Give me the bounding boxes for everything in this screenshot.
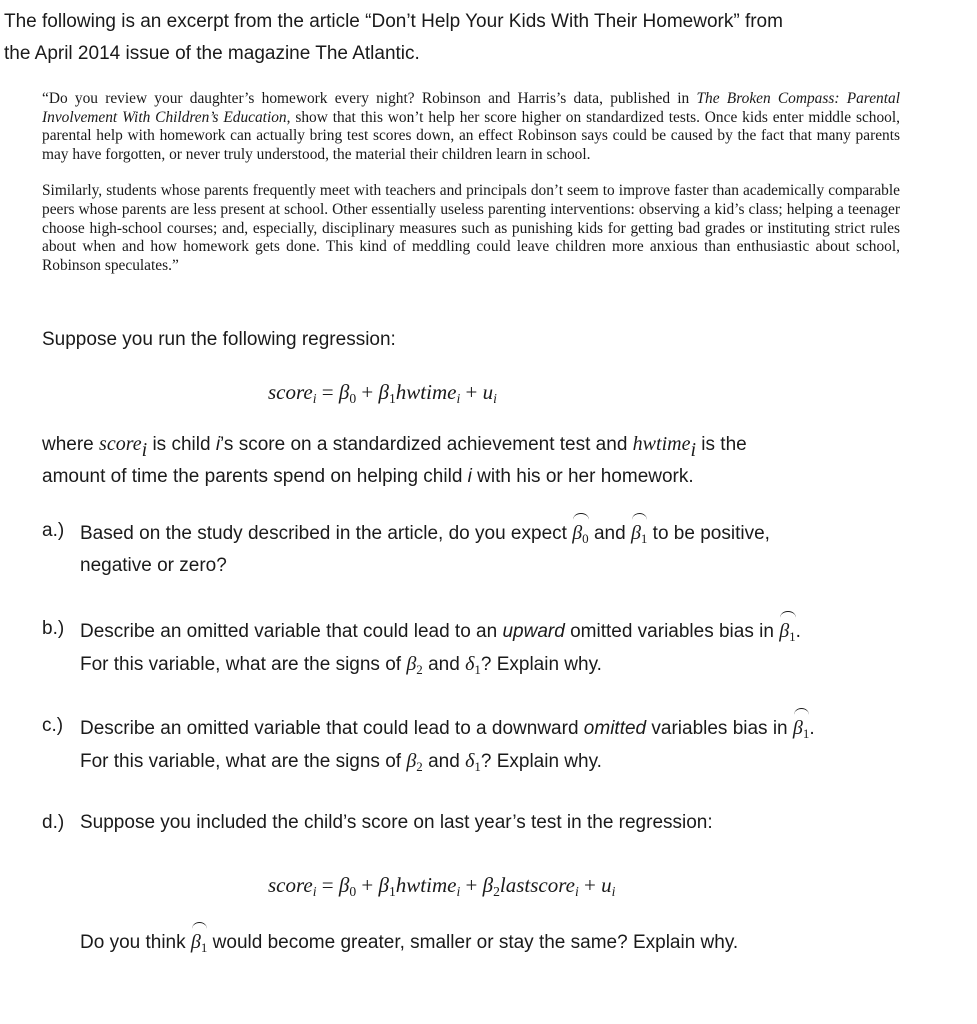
question-b-label: b.) (42, 618, 65, 639)
variable-definitions: where score$_i$ is child i’s score on a standardized achievement test and hwtime$_i$ is the amount of time the parents spend on helping child i with his or her homework. (42, 433, 747, 487)
regression-intro: Suppose you run the following regression: (42, 329, 396, 350)
question-d-label: d.) (42, 812, 65, 833)
question-c-label: c.) (42, 715, 64, 736)
question-b-text: Describe an omitted variable that could lead to an upward omitted variables bias in $\beta_1$. For this variable, what are the signs of $\beta_2$ and $\delta_1$? Explain why. (80, 613, 920, 681)
excerpt-paragraph-1: “Do you review your daughter’s homework every night? Robinson and Harris’s data, published in The Broken Compass: Parental Involvement With Children’s Education, show that this won’t help her score higher on standardized tests. Once kids enter middle school, parental help with homework can actually bring test scores down, an effect Robinson says could be caused by the fact that many parents may have forgotten, or never truly understood, the material their children learn in school. (42, 90, 901, 163)
question-a-label: a.) (42, 520, 65, 541)
intro-line-1: The following is an excerpt from the article “Don’t Help Your Kids With Their Homework” from (4, 11, 783, 32)
question-d-text: Suppose you included the child’s score on last year’s test in the regression: (80, 812, 713, 833)
regression-equation-1: score$_i$ = $\beta_0$ + $\beta_1hwtime_i + u_i$ (268, 380, 497, 407)
question-d-followup: Do you think $\beta_1$ would become greater, smaller or stay the same? Explain why. (80, 924, 738, 959)
intro-line-2: the April 2014 issue of the magazine The Atlantic. (4, 43, 420, 64)
book-title: The Broken Compass: Parental Involvement With Children’s Education (42, 90, 900, 126)
question-c-text: Describe an omitted variable that could lead to a downward omitted variables bias in $\beta_1$. For this variable, what are the signs of $\beta_2$ and $\delta_1$? Explain why. (80, 710, 920, 778)
excerpt-paragraph-2: Similarly, students whose parents frequently meet with teachers and principals don’t seem to improve faster than academically comparable peers whose parents are less present at school. Other essentially useless parenting interventions: observing a kid’s class; helping a teenager choose high-school courses; and, especially, disciplinary measures such as punishing kids for getting bad grades or instituting strict rules about when and how homework gets done. This kind of meddling could leave children more anxious than enthusiastic about school, Robinson speculates.” (42, 182, 900, 274)
regression-equation-2: score$_i$ = $\beta_0$ + $\beta_1hwtime_i$ + $\beta_2lastscore_i + u_i$ (268, 873, 616, 900)
article-excerpt (42, 90, 900, 275)
intro-text (4, 6, 964, 70)
question-a-text: Based on the study described in the article, do you expect $\beta_0$ and $\beta_1$ to be positive, negative or zero? (80, 515, 920, 582)
